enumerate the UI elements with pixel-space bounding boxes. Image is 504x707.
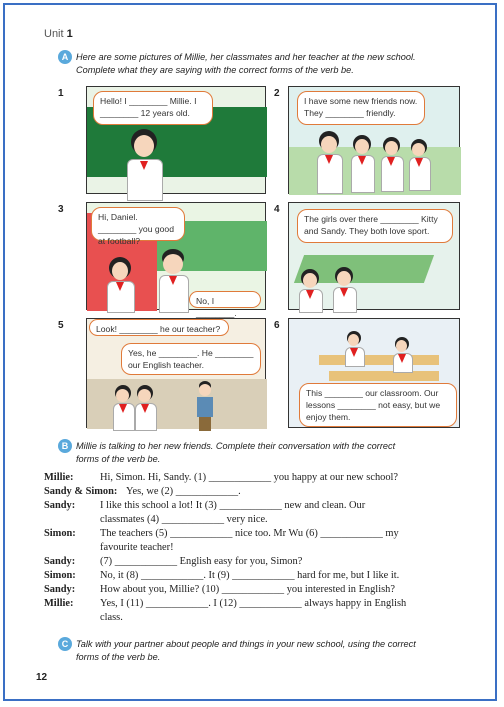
speaker: Sandy & Simon: <box>44 486 118 497</box>
speaker: Sandy: <box>44 556 76 567</box>
panel-6-number: 6 <box>274 320 280 331</box>
panel-3-bubble-answer: No, I ________. <box>189 291 261 308</box>
panel-3-number: 3 <box>58 204 64 215</box>
line-text: classmates (4) ____________ very nice. <box>100 514 268 525</box>
section-a-instruction-line-2: Complete what they are saying with the correct forms of the verb be. <box>76 65 354 75</box>
panel-1-number: 1 <box>58 88 64 99</box>
section-c-badge: C <box>58 637 72 651</box>
speaker: Millie: <box>44 598 74 609</box>
section-c-instruction-line-1: Talk with your partner about people and things in your new school, using the correct <box>76 639 416 649</box>
section-c-instruction-line-2: forms of the verb be. <box>76 652 161 662</box>
section-a-instruction <box>76 51 476 77</box>
grass <box>289 147 461 195</box>
panel-2 <box>288 86 460 194</box>
section-a-instruction-line-1: Here are some pictures of Millie, her classmates and her teacher at the new school. <box>76 52 416 62</box>
unit-number: 1 <box>66 28 73 40</box>
speaker: Simon: <box>44 528 76 539</box>
panel-4 <box>288 202 460 310</box>
section-a-badge: A <box>58 50 72 64</box>
panel-3 <box>86 202 266 318</box>
section-b-instruction-line-1: Millie is talking to her new friends. Complete their conversation with the correct <box>76 441 396 451</box>
panel-2-number: 2 <box>274 88 280 99</box>
panel-5-bubble-question: Look! ________ he our teacher? <box>89 319 229 336</box>
line-text: (7) ____________ English easy for you, Simon? <box>100 556 303 567</box>
line-text: No, it (8) ____________. It (9) ____________ hard for me, but I like it. <box>100 570 400 581</box>
page-number: 12 <box>36 672 48 683</box>
panel-4-bubble: The girls over there ________ Kitty and Sandy. They both love sport. <box>297 209 453 243</box>
panel-5-number: 5 <box>58 320 64 331</box>
panel-5-bubble-answer: Yes, he ________. He ________ our English teacher. <box>121 343 261 375</box>
section-b-instruction-line-2: forms of the verb be. <box>76 454 161 464</box>
speaker: Sandy: <box>44 500 76 511</box>
line-text: The teachers (5) ____________ nice too. Mr Wu (6) ____________ my <box>100 528 399 539</box>
desk-row-2 <box>329 371 439 381</box>
panel-4-number: 4 <box>274 204 280 215</box>
line-text: favourite teacher! <box>100 542 174 553</box>
unit-label: Unit <box>44 28 64 40</box>
desk-row-1 <box>319 355 439 365</box>
section-b-badge: B <box>58 439 72 453</box>
line-text: class. <box>100 612 123 623</box>
line-text: Yes, I (11) ____________. I (12) ____________ always happy in English <box>100 598 407 609</box>
panel-6 <box>288 318 460 428</box>
panel-1-bubble: Hello! I ________ Millie. I ________ 12 years old. <box>93 91 213 125</box>
unit-heading <box>44 28 73 40</box>
panel-1 <box>86 86 266 194</box>
panel-2-bubble: I have some new friends now. They ________ friendly. <box>297 91 425 125</box>
line-text: Yes, we (2) ____________. <box>126 486 241 497</box>
line-text: Hi, Simon. Hi, Sandy. (1) ____________ you happy at our new school? <box>100 472 399 483</box>
speaker: Millie: <box>44 472 74 483</box>
panel-3-bubble-question: Hi, Daniel. ________ you good at football? <box>91 207 185 241</box>
section-b-instruction <box>76 440 476 466</box>
speaker: Simon: <box>44 570 76 581</box>
line-text: I like this school a lot! It (3) ____________ new and clean. Our <box>100 500 366 511</box>
line-text: How about you, Millie? (10) ____________ you interested in English? <box>100 584 395 595</box>
section-c-instruction <box>76 638 476 664</box>
panel-5 <box>86 318 266 428</box>
speaker: Sandy: <box>44 584 76 595</box>
panel-6-bubble: This ________ our classroom. Our lessons ________ not easy, but we enjoy them. <box>299 383 457 427</box>
